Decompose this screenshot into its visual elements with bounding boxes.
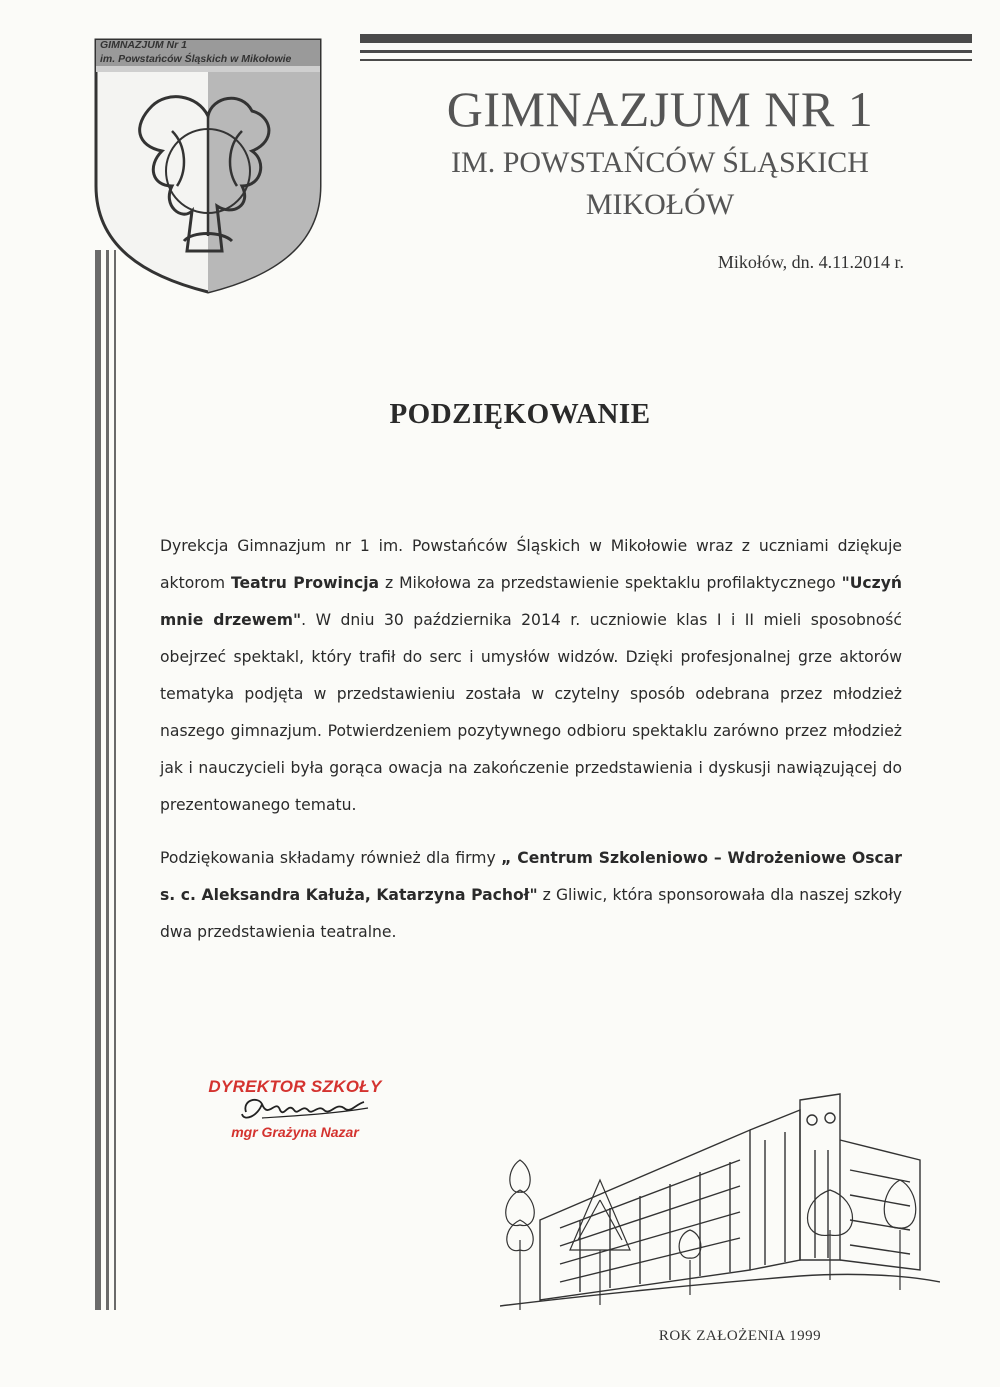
letter-date: Mikołów, dn. 4.11.2014 r. — [717, 252, 904, 272]
school-title: GIMNAZJUM NR 1 — [446, 81, 874, 137]
left-rule-2 — [106, 250, 109, 1310]
paragraph-2-bold-1: „ Centrum Szkoleniowo – Wdrożeniowe Oscar s. c. Aleksandra Kałuża, Katarzyna Pachoł" — [160, 849, 902, 904]
header-rule-thick — [360, 34, 972, 43]
founding-year: ROK ZAŁOŻENIA 1999 — [658, 1328, 822, 1344]
paragraph-1-text-1: Dyrekcja Gimnazjum nr 1 im. Powstańców Śląskich w Mikołowie wraz z uczniami dziękuje aktorom — [160, 537, 902, 592]
paragraph-1-bold-1: Teatru Prowincja — [230, 574, 380, 592]
paragraph-1-text-3: . W dniu 30 października 2014 r. uczniowie klas I i II mieli sposobność obejrzeć spektakl, który trafił do serc i umysłów widzów. Dzięki profesjonalnej grze aktorów tematyka podjęta w przedstawieniu została w czytelny sposób odebrana przez młodzież naszego gimnazjum. Potwierdzeniem pozytywnego odbioru spektaklu zarówno przez młodzież jak i nauczycieli była gorąca owacja na zakończenie przedstawienia i dyskusji nawiązującej do prezentowanego tematu. — [160, 611, 902, 814]
school-subtitle: IM. POWSTAŃCÓW ŚLĄSKICH — [451, 146, 869, 179]
stamp-name: mgr Grażyna Nazar — [231, 1124, 359, 1140]
left-rule-1 — [95, 250, 101, 1310]
school-crest-emblem — [92, 36, 324, 294]
school-building-illustration — [500, 1070, 940, 1320]
paragraph-2 — [160, 840, 902, 951]
school-city: MIKOŁÓW — [585, 188, 735, 221]
paragraph-1-bold-2: "Uczyń mnie drzewem" — [160, 574, 903, 629]
paragraph-1-text-2: z Mikołowa za przedstawienie spektaklu profilaktycznego — [379, 574, 842, 592]
crest-label-line-1: GIMNAZJUM Nr 1 — [100, 39, 187, 51]
left-rule-3 — [114, 250, 116, 1310]
letter-body — [160, 528, 902, 951]
stamp-title: DYREKTOR SZKOŁY — [208, 1077, 382, 1096]
letter-heading: PODZIĘKOWANIE — [389, 398, 651, 430]
header-rule-thin-1 — [360, 50, 972, 53]
header-rule-thin-2 — [360, 59, 972, 61]
crest-label-line-2: im. Powstańców Śląskich w Mikołowie — [100, 53, 292, 65]
paragraph-2-text-1: Podziękowania składamy również dla firmy — [160, 849, 502, 867]
paragraph-2-text-2: z Gliwic, która sponsorowała dla naszej szkoły dwa przedstawienia teatralne. — [160, 886, 902, 941]
handwritten-signature — [232, 1090, 372, 1126]
paragraph-1 — [160, 528, 902, 824]
